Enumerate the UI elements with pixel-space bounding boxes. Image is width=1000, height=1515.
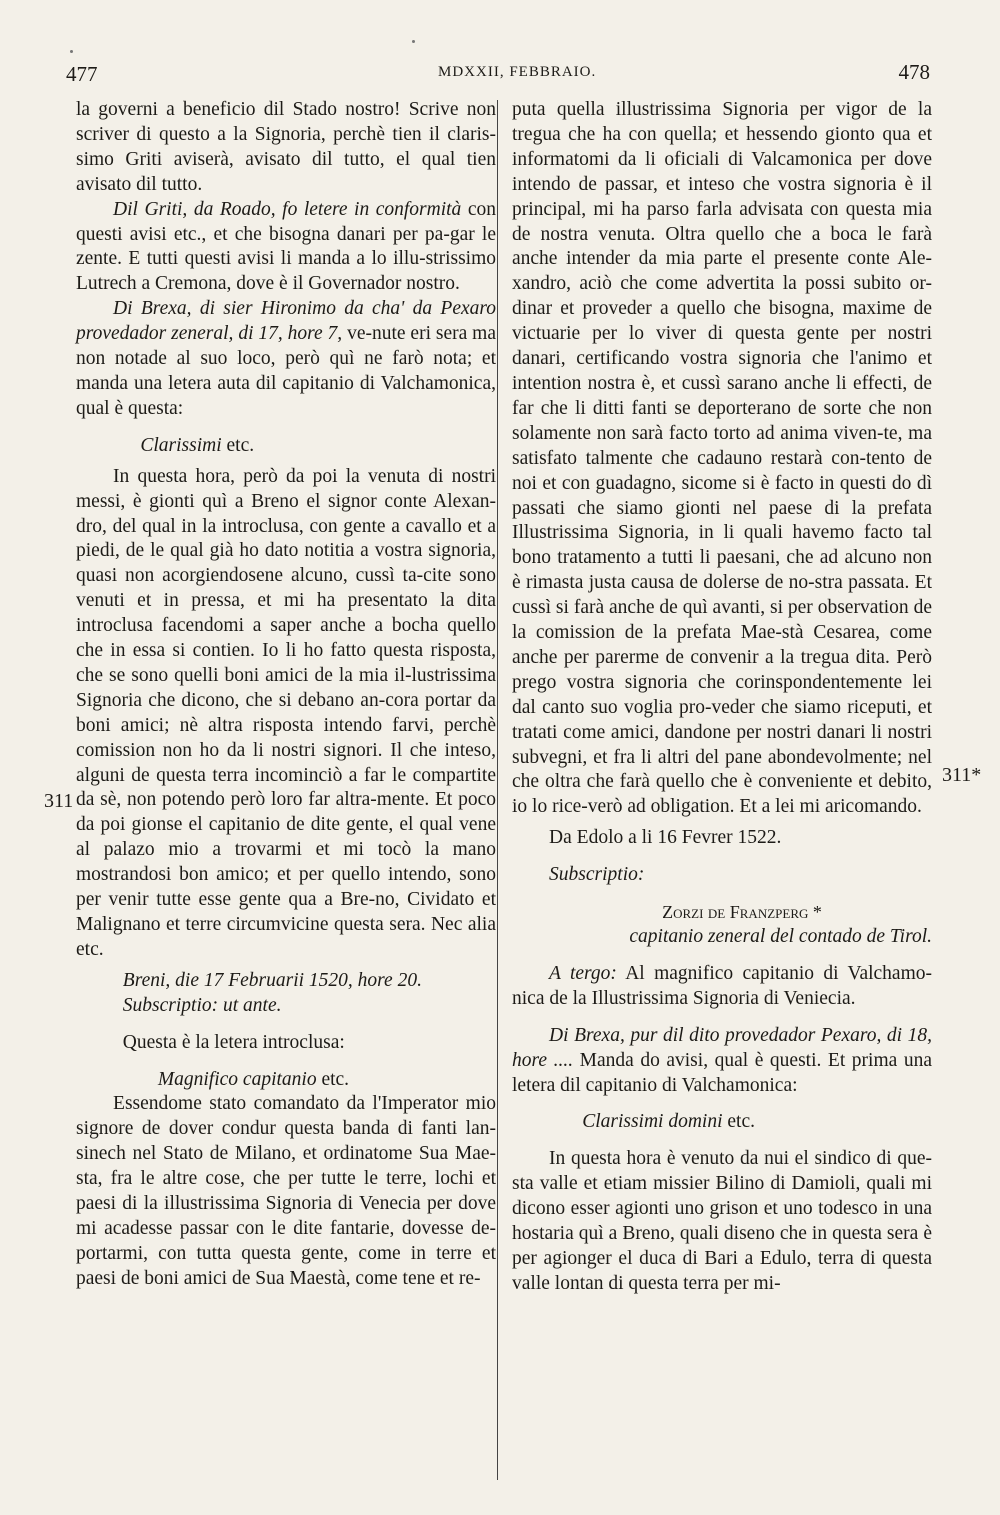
source-heading: Di Brexa, di sier Hironimo da cha' da Pexaro provedador zeneral, di 17, hore 7,	[76, 298, 496, 345]
letter-body: In questa hora è venuto da nui el sindico di que-sta valle et etiam missier Bilino di Damioli, quali mi dicono esser agionti uno grison et uno todesco in una hostaria quì a Breno, quali diseno che in questa sera è per agionger el duca di Bari a Edulo, terra di questa valle lontan di questa terra per mi-	[512, 1148, 932, 1294]
left-column	[76, 98, 496, 1292]
signer-name: Zorzi de Franzperg *	[662, 902, 822, 923]
paragraph: Dil Griti, da Roado, fo letere in conformità con questi avisi etc., et che bisogna danari per pa-gar le zente. E tutti questi avisi li manda a lo illu-strissimo Lutrech a Cremona, dove è il Governador nostro.	[76, 198, 496, 295]
paper-speck	[70, 50, 73, 53]
margin-number-right: 311*	[942, 764, 982, 786]
paragraph: A tergo: Al magnifico capitanio di Valchamo-nica de la Illustrissima Signoria di Veniecia.	[512, 962, 933, 1009]
salutation: Clarissimi domini etc.	[582, 1111, 755, 1133]
signer-title: capitanio zeneral del contado de Tirol.	[629, 926, 932, 947]
letter-dateline: Breni, die 17 Februarii 1520, hore 20.	[122, 969, 422, 991]
page-number-left: 477	[66, 62, 98, 86]
margin-number-left: 311	[44, 790, 74, 812]
letter-body: In questa hora, però da poi la venuta di nostri messi, è gionti quì a Breno el signor conte Alexan-dro, del qual in la introclusa, con gente a cavallo et a piedi, de le qual già ho dato notitia a vostra signoria, quasi non acorgiendosene alcuno, cussì ta-cite sono venuti et in pressa, et mi ha presentato la dita introclusa facendomi a saper anche a bocha quello che in essa si contien. Io li ho fatto questa risposta, che se sono quelli boni amici de la mia il-lustrissima Signoria che dicono, che si debano an-cora portar da boni amici; nè altra risposta intendo farvi, perchè comission non ho da li nostri signori. Il che inteso, alguni de questa terra incominciò a far le compartite da sè, non potendo però loro far altra-mente. Et poco da poi gionse el capitanio de dite gente, el qual vene al palazo mio a trovarmi et mi tocò la mano mostrandosi bon amico; et per quello intendo, sono per venir tutte esse gente qua a Bre-no, Cividato et Malignano et terre circumvicine questa sera. Nec alia etc.	[76, 465, 496, 960]
column-divider	[497, 100, 498, 1480]
paragraph: Di Brexa, pur dil dito provedador Pexaro, di 18, hore .... Manda do avisi, qual è questi. Et prima una letera dil capitanio di Valchamonica:	[512, 1024, 932, 1096]
enclosure-intro: Questa è la letera introclusa:	[122, 1031, 345, 1053]
letter-dateline: Da Edolo a li 16 Fevrer 1522.	[549, 827, 782, 849]
source-heading: Di Brexa, pur dil dito provedador Pexaro, di 18, hore ....	[512, 1024, 932, 1071]
paragraph: Di Brexa, di sier Hironimo da cha' da Pexaro provedador zeneral, di 17, hore 7, ve-nute eri sera ma non notade al suo loco, però quì ne farò nota; et manda una letera auta dil capitanio di Valchamonica, qual è questa:	[76, 298, 496, 419]
paragraph: la governi a beneficio dil Stado nostro! Scrive non scriver di questo a la Signoria, perchè tien il claris-simo Griti aviserà, avisato dil tutto, el qual tien avisato dil tutto.	[76, 99, 496, 195]
salutation: Clarissimi etc.	[140, 434, 255, 456]
letter-subscription: Subscriptio: ut ante.	[122, 994, 282, 1016]
running-title: MDXXII, FEBBRAIO.	[438, 64, 597, 80]
source-heading: Dil Griti, da Roado, fo letere in conformità	[113, 198, 462, 220]
running-header	[66, 62, 930, 88]
letter-subscription: Subscriptio:	[549, 864, 645, 886]
salutation: Magnifico capitanio etc.	[157, 1068, 350, 1090]
letter-body: puta quella illustrissima Signoria per vigor de la tregua che ha con quella; et hessendo gionto qua et informatomi da li oficiali di Valcamonica per dove intendo de passar, et inteso che vostra signoria è il principal, mi ha parso farla advisata con questa mia de nostra venuta. Oltra quello che a boca le farà anche intender da mia parte el presente conte Ale-xandro, aciò che come advertita la possi subito or-dinar et proveder a quello che bisogna, maxime de victuarie per lo viver di questa gente per nostri danari, certificando vostra signoria che l'animo et intention nostra è, et cussì sarano anche li effecti, de far che li ditti fanti se deporterano de sorte che non solamente non sarà facto torto ad anima viven-te, ma satisfato talmente che cadauno restarà con-tento de noi et con guadagno, sicome si è facto in questi do dì passati che siamo gionti nel paese di la prefata Illustrissima Signoria, in li quali havemo facto tal bono tratamento a tutti li paesani, che ad alcuno non è rimasta justa causa de dolerse de no-stra passata. Et cussì si farà anche de quì avanti, si per observation de la comission de la prefata Mae-stà Cesarea, come anche per parerme de convenir a la tregua dita. Però prego vostra signoria che corinspondentemente lei dal canto suo voglia pro-veder che siamo riceputi, et tratati come amici, dandone per nostri danari li nostri subvegni, et fra li altri del pane abondevolmente; nel che oltra che farà quello che è conveniente et debito, io lo rice-verò ad obligation. Et a lei mi aricomando.	[512, 99, 932, 818]
paper-speck	[412, 40, 415, 43]
letter-body: Essendome stato comandato da l'Imperator mio signore de dover condur questa banda di fanti lan-sinech nel Stato de Milano, et ordinatome Sua Mae-sta, fra le altre cose, che per tutte le terre, lochi et paesi di la illustrissima Signoria di Venecia per dove mi acadesse passar con le dite fantarie, dovesse de-portarmi, con tutta questa gente, come in terre et paesi de boni amici de Sua Maestà, come tene et re-	[76, 1093, 496, 1289]
right-column	[512, 98, 932, 1297]
page-number-right: 478	[898, 60, 930, 84]
